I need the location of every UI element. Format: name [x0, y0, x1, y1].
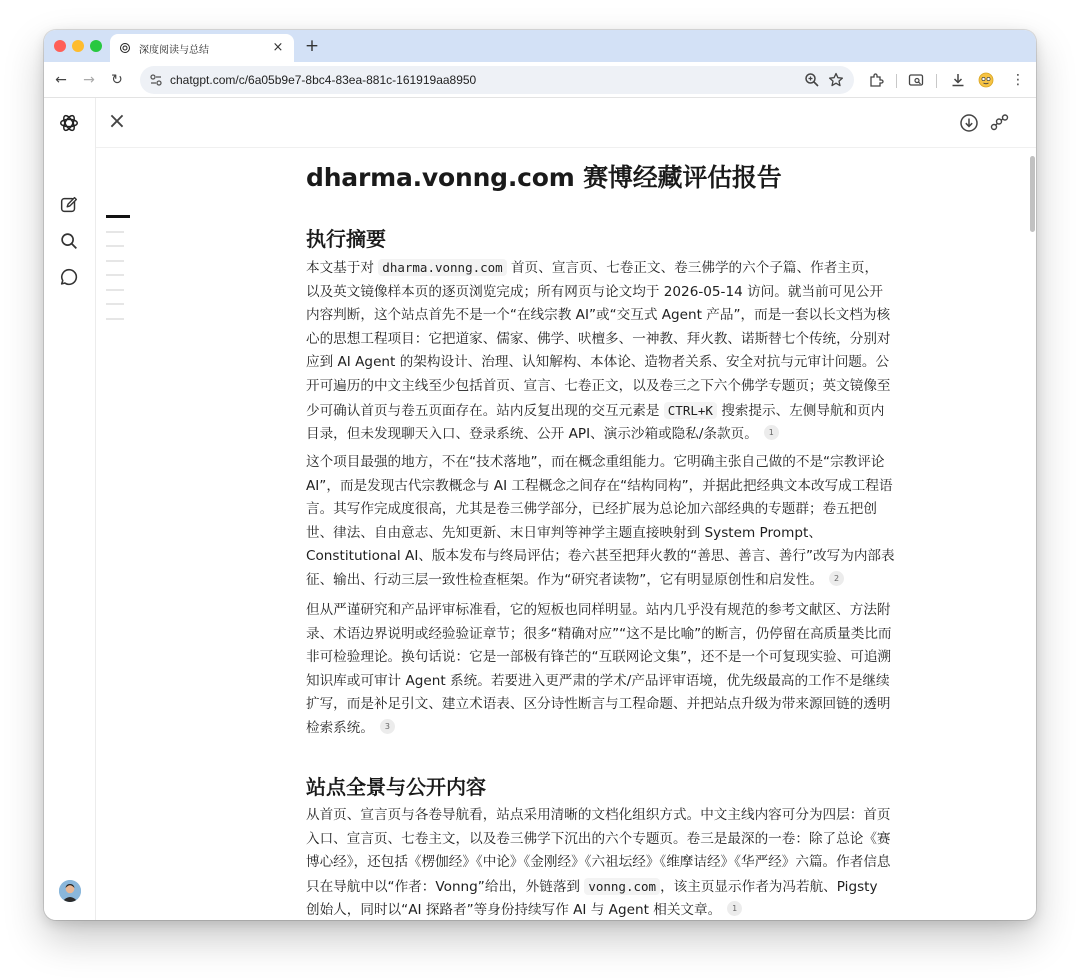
text-segment: 少可确认首页与卷五页面存在。站内反复出现的交互元素是 [306, 402, 664, 419]
text-line [306, 804, 922, 828]
toc-item-active[interactable] [106, 215, 130, 218]
text-segment: 但从严谨研究和产品评审标准看，它的短板也同样明显。站内几乎没有规范的参考文献区、方法附 [306, 602, 891, 618]
download-icon[interactable] [950, 72, 966, 88]
profile-emoji-icon[interactable] [978, 72, 994, 88]
url-text[interactable]: chatgpt.com/c/6a05b9e7-8bc4-83ea-881c-161919aa8950 [170, 73, 477, 87]
new-tab-button[interactable]: + [304, 36, 320, 56]
text-segment: 录、术语边界说明或经验验证章节；很多“精确对应”“这不是比喻”的断言，仍停留在高质量类比而 [306, 625, 892, 642]
browser-toolbar [44, 62, 1036, 98]
document-title: dharma.vonng.com 赛博经藏评估报告 [306, 163, 782, 192]
text-segment: 开可遍历的中文主线至少包括首页、宣言、七卷正文，以及卷三之下六个佛学专题页；英文镜像至 [306, 377, 891, 394]
text-line [306, 475, 922, 499]
paragraph [306, 804, 922, 920]
openai-logo-icon[interactable] [58, 112, 80, 134]
site-info-icon[interactable] [148, 72, 164, 88]
text-segment: 博心经》，还包括《楞伽经》《中论》《金刚经》《六祖坛经》《维摩诘经》《华严经》六篇。作者信息 [306, 854, 891, 871]
text-line [306, 351, 922, 375]
scrollbar-thumb[interactable] [1030, 156, 1035, 232]
back-button[interactable]: ← [55, 72, 67, 88]
text-line [306, 304, 922, 328]
zoom-icon[interactable] [804, 72, 820, 88]
section-heading: 站点全景与公开内容 [306, 775, 486, 799]
tab-bar [44, 30, 1036, 62]
toc-item[interactable] [106, 289, 124, 291]
text-line [306, 498, 922, 522]
text-line [306, 717, 922, 741]
text-line [306, 875, 922, 900]
toc-item[interactable] [106, 318, 124, 320]
toc-item[interactable] [106, 274, 124, 276]
app-sidebar [44, 98, 96, 920]
user-avatar[interactable] [59, 880, 81, 902]
text-segment: 内容判断，这个站点首先不是一个“在线宗教 AI”或“交互式 Agent 产品”，而是一套以长文档为核 [306, 307, 891, 324]
inline-code: CTRL+K [664, 402, 717, 419]
table-of-contents [106, 215, 130, 332]
text-line [306, 670, 922, 694]
text-segment: 非可检验理论。换句话说：它是一部极有锋芒的“互联网论文集”，还不是一个可复现实验、可追溯 [306, 649, 892, 666]
text-line [306, 281, 922, 305]
close-panel-icon[interactable]: × [107, 109, 127, 134]
paragraph [306, 256, 922, 447]
text-segment: AI”，而是发现古代宗教概念与 AI 工程概念之间存在“结构同构”，并据此把经典文本改写成工程语 [306, 477, 893, 494]
text-segment: 应到 AI Agent 的架构设计、治理、认知解构、本体论、造物者关系、安全对抗与元审计问题。公 [306, 354, 890, 371]
citation-badge[interactable]: 2 [829, 571, 844, 586]
extensions-icon[interactable] [868, 72, 884, 88]
minimize-window-button[interactable] [72, 40, 84, 52]
text-line [306, 899, 922, 920]
text-segment: Constitutional AI、版本发布与终局评估；卷六甚至把拜火教的“善思、善言、善行”改写为内部表 [306, 548, 895, 565]
text-segment: 世、律法、自由意志、先知更新、末日审判等神学主题直接映射到 System Prompt、 [306, 524, 822, 541]
text-line [306, 569, 922, 593]
text-segment: 心的思想工程项目：它把道家、儒家、佛学、吠檀多、一神教、拜火教、诺斯替七个传统，分别对 [306, 330, 891, 347]
toc-item[interactable] [106, 245, 124, 247]
toc-item[interactable] [106, 260, 124, 262]
bookmark-star-icon[interactable] [828, 72, 844, 88]
citation-badge[interactable]: 1 [727, 901, 742, 916]
reload-button[interactable]: ↻ [111, 72, 123, 88]
text-line [306, 328, 922, 352]
address-bar[interactable] [140, 66, 854, 94]
text-line [306, 599, 922, 623]
paragraph [306, 599, 922, 741]
text-segment: ，该主页显示作者为冯若航、Pigsty [660, 878, 878, 895]
browser-menu-icon[interactable]: ⋮ [1011, 72, 1025, 88]
text-line [306, 451, 922, 475]
toolbar-divider [896, 74, 897, 88]
new-chat-icon[interactable] [58, 194, 80, 216]
text-line [306, 375, 922, 399]
tab-title: 深度阅读与总结 [139, 44, 209, 56]
section-heading: 执行摘要 [306, 227, 386, 251]
toc-item[interactable] [106, 231, 124, 233]
browser-window [44, 30, 1036, 920]
text-segment: 知识库或可审计 Agent 系统。若要进入更严肃的学术/产品评审语境，优先级最高的工作不是继续 [306, 672, 890, 689]
text-segment: 本文基于对 [306, 260, 379, 276]
toc-item[interactable] [106, 303, 124, 305]
citation-badge[interactable]: 1 [764, 425, 779, 440]
text-segment: 检索系统。 [306, 719, 374, 736]
text-segment: 首页、宣言页、七卷正文、卷三佛学的六个子篇、作者主页， [506, 260, 879, 276]
share-icon[interactable] [988, 112, 1010, 134]
close-window-button[interactable] [54, 40, 66, 52]
text-line [306, 828, 922, 852]
text-line [306, 423, 922, 447]
scrollbar[interactable] [1028, 148, 1036, 920]
text-line [306, 646, 922, 670]
text-line [306, 545, 922, 569]
text-segment: 从首页、宣言页与各卷导航看，站点采用清晰的文档化组织方式。中文主线内容可分为四层：首页 [306, 807, 891, 823]
inline-code: vonng.com [584, 878, 660, 895]
openai-favicon-icon [118, 41, 132, 55]
text-line [306, 256, 922, 281]
text-line [306, 693, 922, 717]
text-line [306, 851, 922, 875]
text-segment: 搜索提示、左侧导航和页内 [716, 402, 885, 419]
text-segment: 只在导航中以“作者：Vonng”给出，外链落到 [306, 878, 585, 895]
panel-header [96, 98, 1036, 148]
text-segment: 以及英文镜像样本页的逐页浏览完成；所有网页与论文均于 2026-05-14 访问。就当前可见公开 [306, 283, 884, 300]
forward-button[interactable]: → [83, 72, 95, 88]
tab-search-icon[interactable] [908, 72, 924, 88]
text-segment: 征、输出、行动三层一致性检查框架。作为“研究者读物”，它有明显原创性和启发性。 [306, 571, 824, 588]
text-line [306, 623, 922, 647]
download-document-icon[interactable] [958, 112, 980, 134]
chat-bubble-icon[interactable] [58, 266, 80, 288]
toolbar-divider [936, 74, 937, 88]
search-icon[interactable] [58, 230, 80, 252]
inline-code: dharma.vonng.com [378, 259, 506, 276]
text-segment: 目录，但未发现聊天入口、登录系统、公开 API、演示沙箱或隐私/条款页。 [306, 426, 758, 443]
text-segment: 言。其写作完成度很高，尤其是卷三佛学部分，已经扩展为总论加六部经典的专题群；卷五把创 [306, 501, 877, 518]
text-line [306, 399, 922, 424]
text-line [306, 522, 922, 546]
paragraph [306, 451, 922, 593]
citation-badge[interactable]: 3 [380, 719, 395, 734]
tab-active[interactable] [110, 34, 294, 62]
text-segment: 入口、宣言页、七卷主文，以及卷三佛学下沉出的六个专题页。卷三是最深的一卷：除了总论《赛 [306, 830, 891, 847]
text-segment: 创始人，同时以“AI 探路者”等身份持续写作 AI 与 Agent 相关文章。 [306, 902, 722, 919]
document-panel [96, 98, 1036, 920]
text-segment: 扩写，而是补足引文、建立术语表、区分诗性断言与工程命题、并把站点升级为带来源回链的透明 [306, 696, 891, 713]
tab-close-icon[interactable]: × [272, 40, 284, 55]
zoom-window-button[interactable] [90, 40, 102, 52]
text-segment: 这个项目最强的地方，不在“技术落地”，而在概念重组能力。它明确主张自己做的不是“宗教评论 [306, 454, 885, 470]
